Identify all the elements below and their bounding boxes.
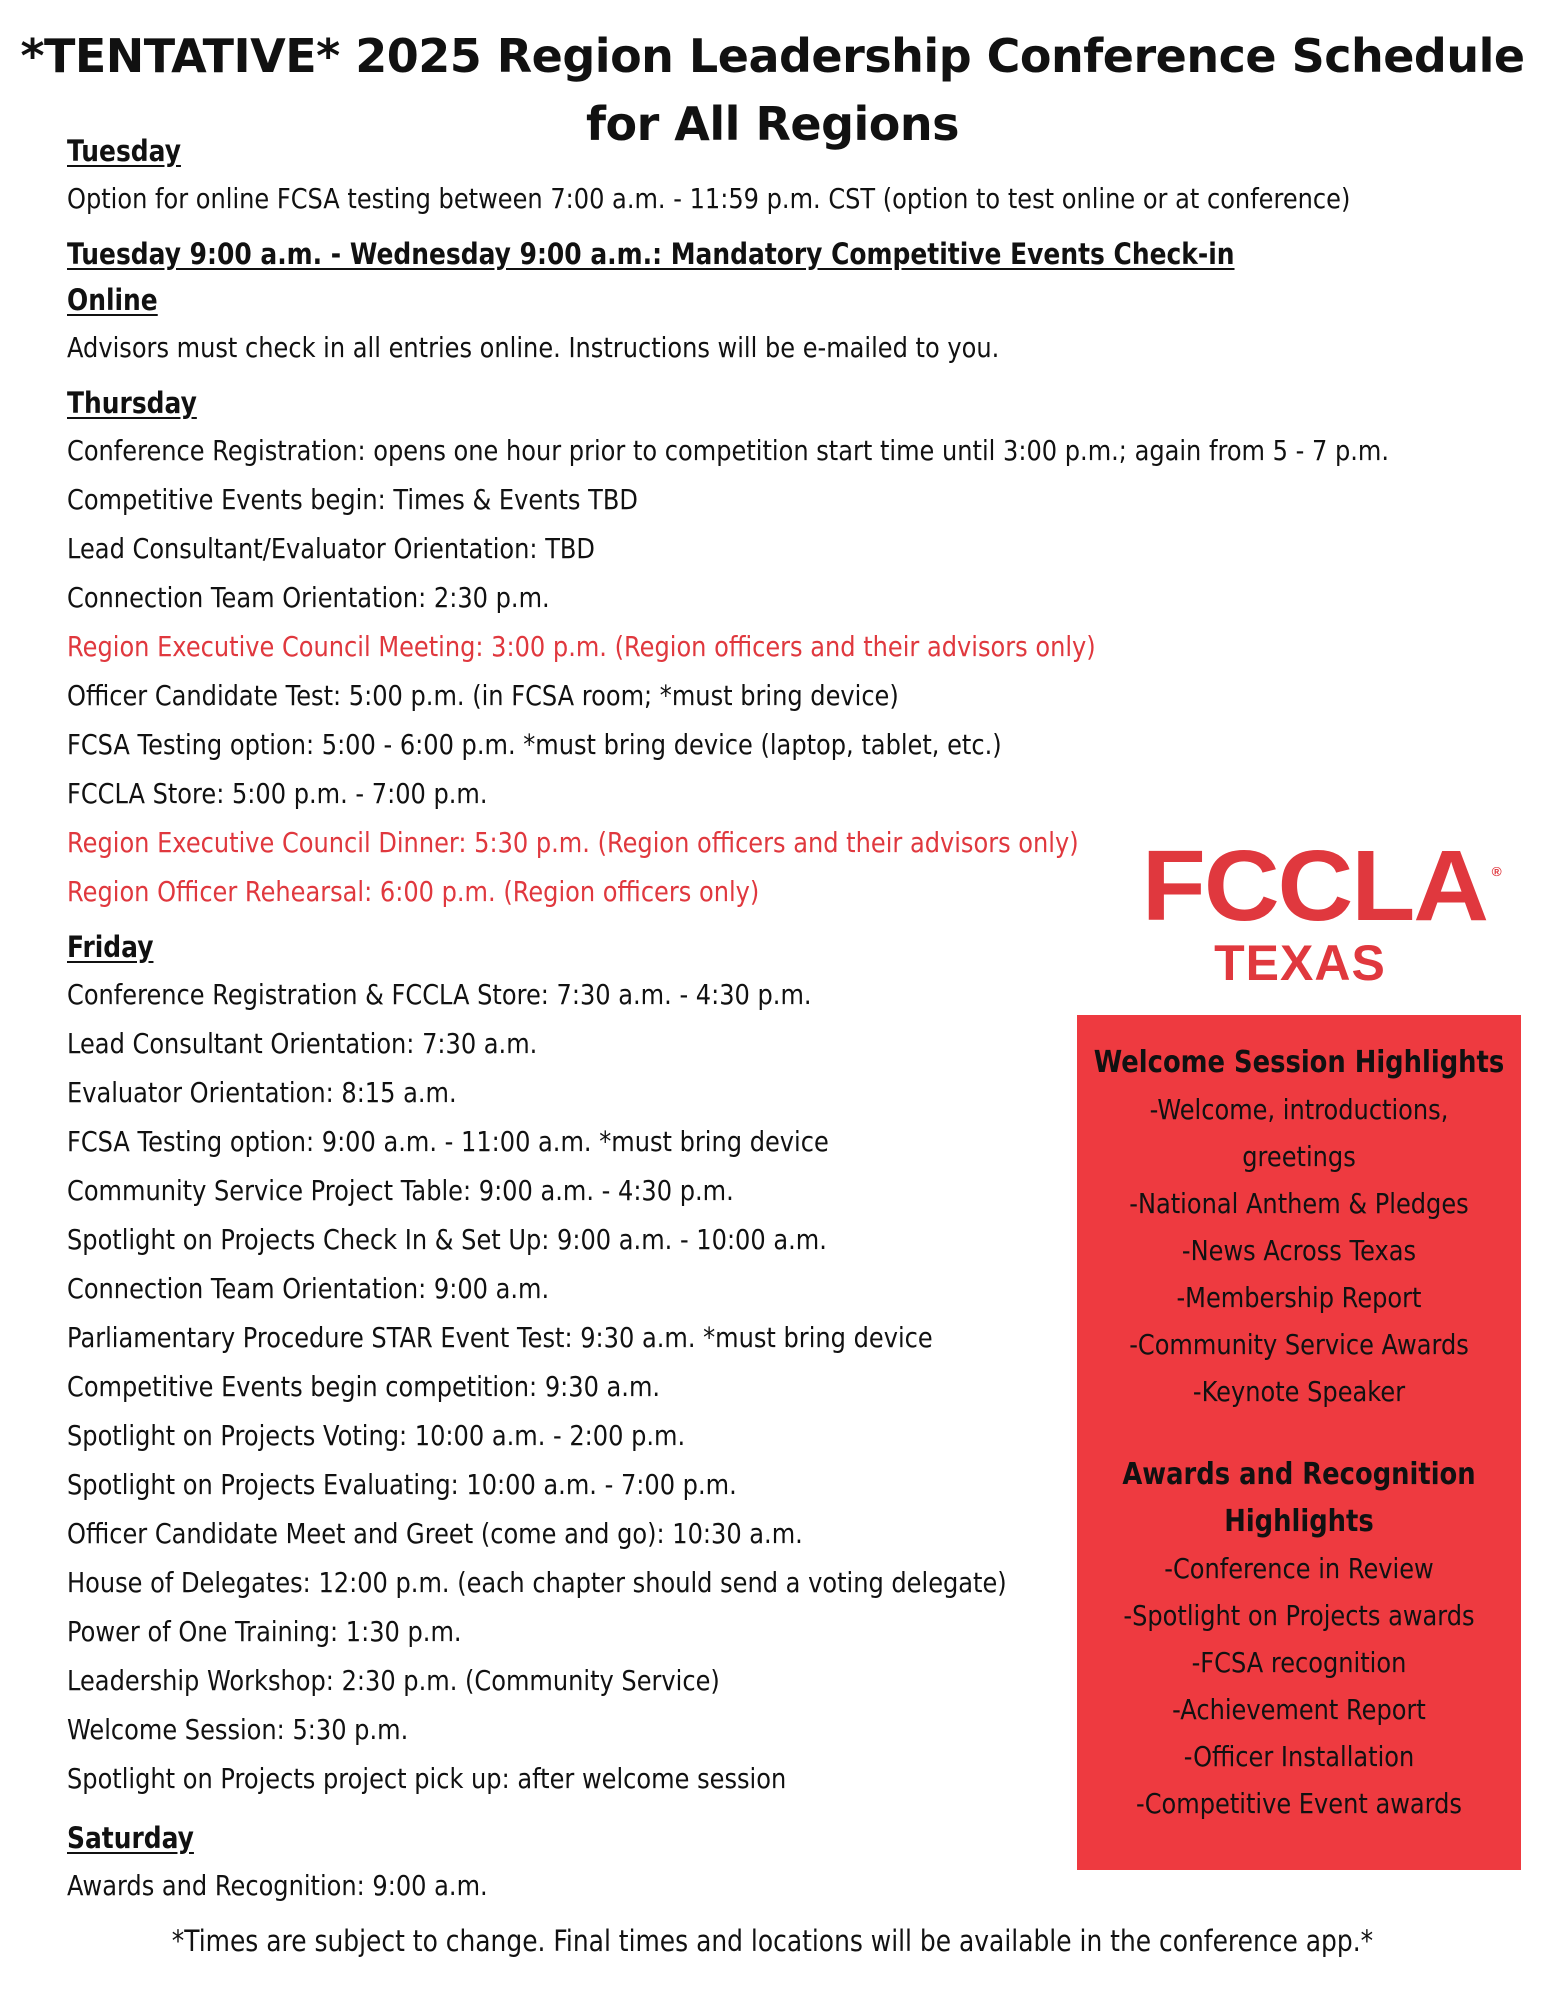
title-line-2: for All Regions xyxy=(585,97,959,151)
schedule-item: Evaluator Orientation: 8:15 a.m. xyxy=(67,1076,457,1109)
highlight-item: -Conference in Review xyxy=(1164,1552,1434,1585)
footer-note xyxy=(0,1918,1545,1964)
logo-word: FCCLA xyxy=(1141,830,1488,942)
schedule-item: Spotlight on Projects Voting: 10:00 a.m. - 2:00 p.m. xyxy=(67,1419,686,1452)
highlight-item: -News Across Texas xyxy=(1181,1234,1417,1267)
schedule-item: Spotlight on Projects project pick up: after welcome session xyxy=(67,1762,787,1795)
schedule-item: Officer Candidate Meet and Greet (come and go): 10:30 a.m. xyxy=(67,1517,803,1550)
schedule-item: Spotlight on Projects Evaluating: 10:00 a.m. - 7:00 p.m. xyxy=(67,1468,737,1501)
schedule-item: Officer Candidate Test: 5:00 p.m. (in FCSA room; *must bring device) xyxy=(67,679,899,712)
highlight-item: -National Anthem & Pledges xyxy=(1129,1187,1469,1220)
section-thursday xyxy=(67,380,1390,916)
highlight-item: -Competitive Event awards xyxy=(1136,1787,1462,1820)
section-heading-saturday: Saturday xyxy=(67,1821,194,1855)
schedule-item: Conference Registration & FCCLA Store: 7:30 a.m. - 4:30 p.m. xyxy=(67,978,812,1011)
schedule-item: Conference Registration: opens one hour prior to competition start time until 3:00 p.m.; again from 5 - 7 p.m. xyxy=(67,434,1390,467)
footer-note-text: *Times are subject to change. Final times and locations will be available in the conference app.* xyxy=(171,1924,1374,1958)
awards-highlights-title: Awards and Recognition xyxy=(1122,1457,1476,1492)
highlight-item: -Keynote Speaker xyxy=(1192,1375,1406,1408)
schedule-item: Competitive Events begin: Times & Events TBD xyxy=(67,483,638,516)
section-tuesday xyxy=(67,128,1351,223)
section-checkin xyxy=(67,231,1314,372)
schedule-item: Advisors must check in all entries online. Instructions will be e-mailed to you. xyxy=(67,331,1000,364)
section-heading-friday: Friday xyxy=(67,930,154,964)
schedule-item-officers-only: Region Executive Council Dinner: 5:30 p.m. (Region officers and their advisors only) xyxy=(67,826,1079,859)
schedule-item: Lead Consultant Orientation: 7:30 a.m. xyxy=(67,1027,538,1060)
highlight-item: -Officer Installation xyxy=(1183,1740,1415,1773)
schedule-item: Leadership Workshop: 2:30 p.m. (Community Service) xyxy=(67,1664,720,1697)
schedule-item-officers-only: Region Officer Rehearsal: 6:00 p.m. (Region officers only) xyxy=(67,875,760,908)
schedule-item: Lead Consultant/Evaluator Orientation: TBD xyxy=(67,532,595,565)
fccla-texas-logo xyxy=(1141,830,1502,992)
section-heading-thursday: Thursday xyxy=(67,386,197,420)
schedule-item: Awards and Recognition: 9:00 a.m. xyxy=(67,1869,488,1902)
schedule-item: Option for online FCSA testing between 7:00 a.m. - 11:59 p.m. CST (option to test online or at conference) xyxy=(67,182,1351,215)
schedule-item: Connection Team Orientation: 2:30 p.m. xyxy=(67,581,550,614)
highlights-panel xyxy=(1077,1015,1521,1870)
schedule-item: Welcome Session: 5:30 p.m. xyxy=(67,1713,409,1746)
highlight-item: -Membership Report xyxy=(1176,1281,1422,1314)
highlight-item: greetings xyxy=(1242,1140,1356,1173)
schedule-item: FCSA Testing option: 9:00 a.m. - 11:00 a.m. *must bring device xyxy=(67,1125,829,1158)
section-heading-tuesday: Tuesday xyxy=(67,134,181,168)
awards-highlights-title-2: Highlights xyxy=(1224,1504,1374,1539)
schedule-item: Power of One Training: 1:30 p.m. xyxy=(67,1615,462,1648)
schedule-item: Community Service Project Table: 9:00 a.m. - 4:30 p.m. xyxy=(67,1174,734,1207)
highlight-item: -Welcome, introductions, xyxy=(1149,1093,1449,1126)
schedule-item: FCSA Testing option: 5:00 - 6:00 p.m. *must bring device (laptop, tablet, etc.) xyxy=(67,728,1002,761)
section-heading-checkin: Tuesday 9:00 a.m. - Wednesday 9:00 a.m.: Mandatory Competitive Events Check-in Online xyxy=(67,237,1235,317)
title-line-1: *TENTATIVE* 2025 Region Leadership Conference Schedule xyxy=(20,29,1525,83)
schedule-item: FCCLA Store: 5:00 p.m. - 7:00 p.m. xyxy=(67,777,488,810)
logo-wordmark xyxy=(1141,830,1502,942)
welcome-highlights-title: Welcome Session Highlights xyxy=(1093,1045,1505,1080)
highlight-item: -Achievement Report xyxy=(1172,1693,1426,1726)
schedule-item: House of Delegates: 12:00 p.m. (each chapter should send a voting delegate) xyxy=(67,1566,1007,1599)
registered-mark: ® xyxy=(1491,864,1502,879)
highlight-item: -Spotlight on Projects awards xyxy=(1123,1599,1475,1632)
logo-state: TEXAS xyxy=(1214,935,1386,991)
schedule-item: Spotlight on Projects Check In & Set Up: 9:00 a.m. - 10:00 a.m. xyxy=(67,1223,827,1256)
schedule-item: Competitive Events begin competition: 9:30 a.m. xyxy=(67,1370,661,1403)
schedule-item: Parliamentary Procedure STAR Event Test: 9:30 a.m. *must bring device xyxy=(67,1321,933,1354)
schedule-item: Connection Team Orientation: 9:00 a.m. xyxy=(67,1272,550,1305)
schedule-item-officers-only: Region Executive Council Meeting: 3:00 p.m. (Region officers and their advisors only) xyxy=(67,630,1096,663)
highlight-item: -Community Service Awards xyxy=(1129,1328,1469,1361)
highlight-item: -FCSA recognition xyxy=(1191,1646,1407,1679)
